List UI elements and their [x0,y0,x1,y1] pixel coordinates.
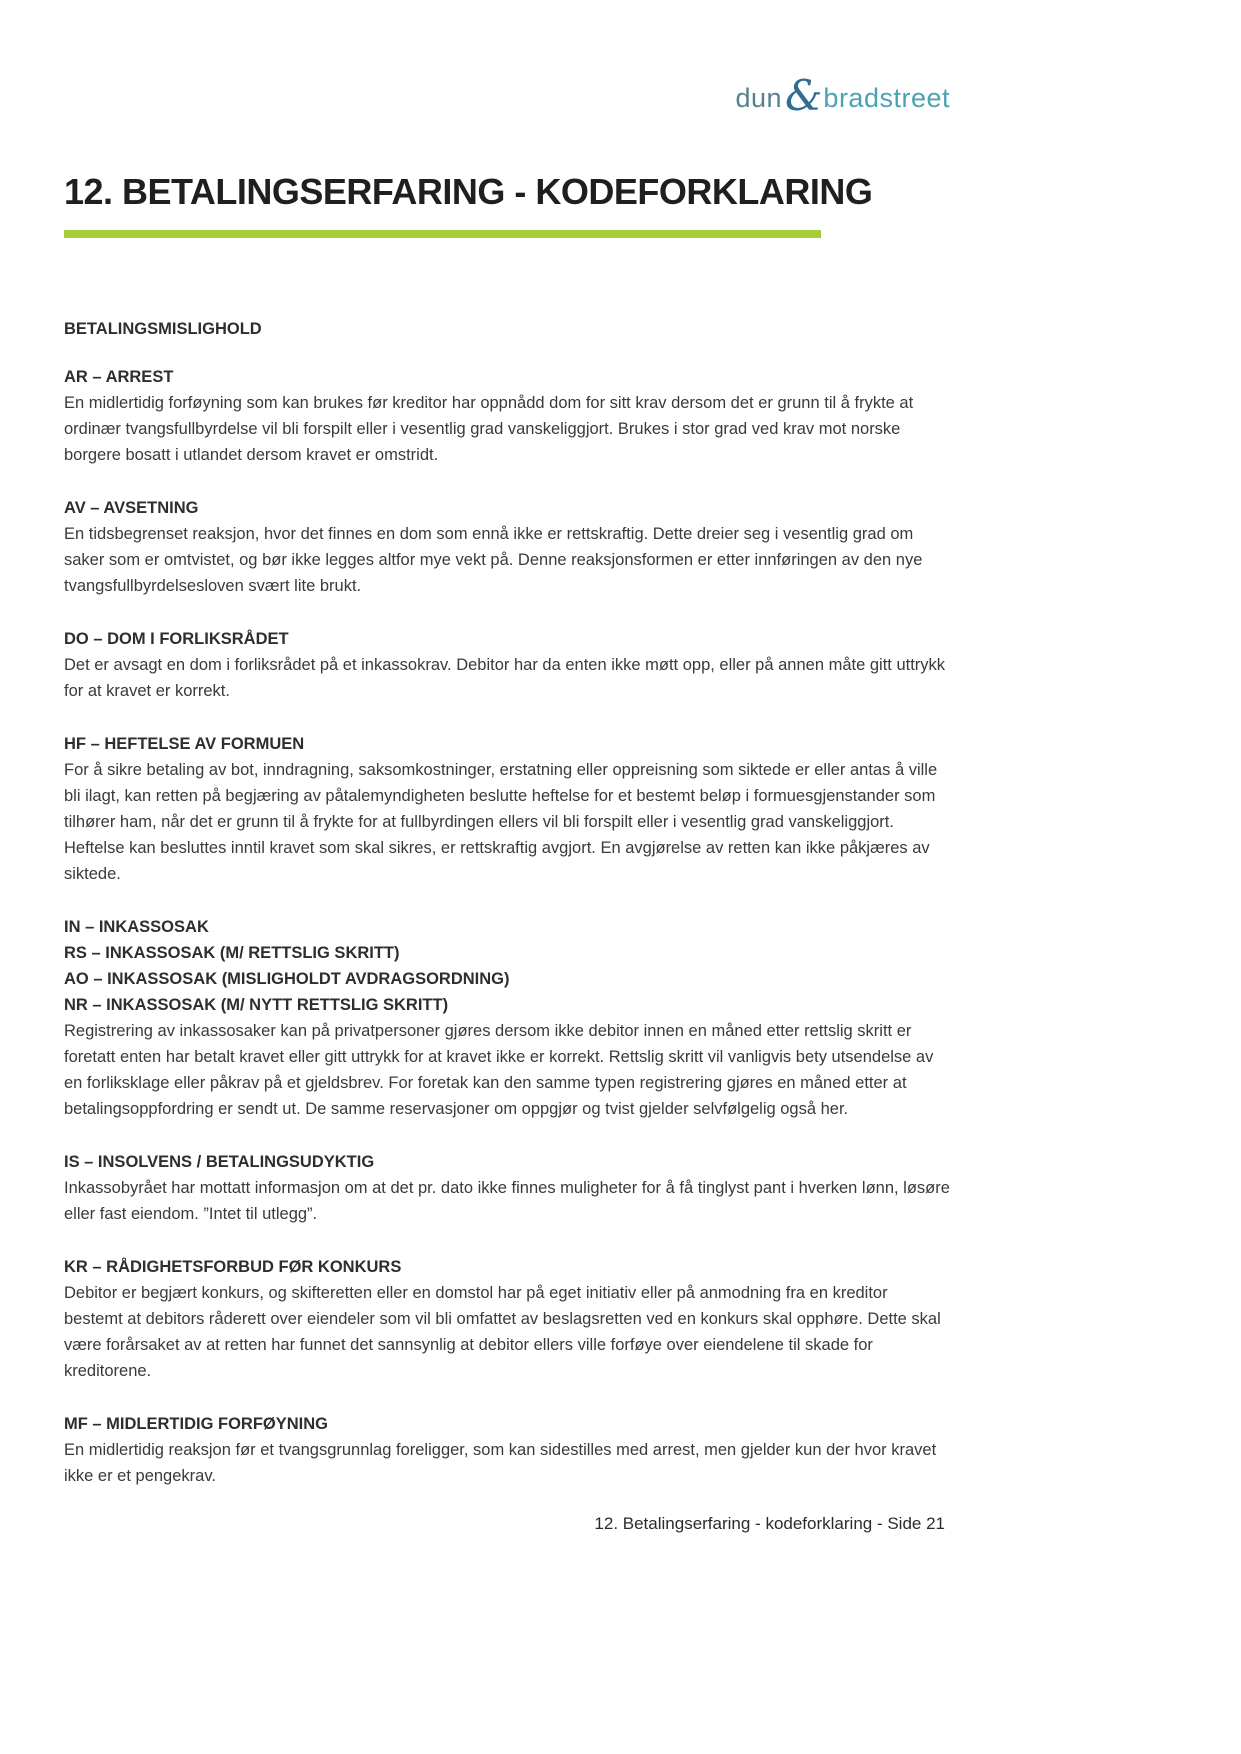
code-heading: DO – DOM I FORLIKSRÅDET [64,630,289,648]
code-entry-in-rs-ao-nr [64,914,950,1122]
code-heading: HF – HEFTELSE AV FORMUEN [64,735,305,753]
logo-ampersand-icon: & [785,71,823,120]
code-entry-hf [64,731,950,887]
code-heading: AV – AVSETNING [64,499,199,517]
code-heading: KR – RÅDIGHETSFORBUD FØR KONKURS [64,1258,402,1276]
code-entry-is [64,1149,950,1227]
code-heading: IN – INKASSOSAK [64,918,209,936]
code-entry-do [64,626,950,704]
code-heading: NR – INKASSOSAK (M/ NYTT RETTSLIG SKRITT) [64,996,449,1014]
section-heading-betalingsmislighold: BETALINGSMISLIGHOLD [64,320,262,338]
logo-text-dun: dun [735,83,783,113]
code-heading: MF – MIDLERTIDIG FORFØYNING [64,1415,328,1433]
header [64,71,950,120]
page-footer: 12. Betalingserfaring - kodeforklaring - Side 21 [594,1514,945,1533]
code-description: En midlertidig forføyning som kan brukes før kreditor har oppnådd dom for sitt krav dersom det er grunn til å frykte at ordinær tvangsfullbyrdelse vil bli forspilt eller i vesentlig grad vanskeliggjort. Brukes i stor grad ved krav mot norske borgere bosatt i utlandet dersom kravet er omstridt. [64,394,914,464]
page-title: 12. BETALINGSERFARING - KODEFORKLARING [64,171,873,212]
code-entry-av [64,495,950,599]
title-accent-bar [64,230,821,238]
code-description: Registrering av inkassosaker kan på privatpersoner gjøres dersom ikke debitor innen en måned etter rettslig skritt er foretatt enten har betalt kravet eller gitt uttrykk for at kravet ikke er korrekt. Rettslig skritt vil vanligvis bety utsendelse av en forliksklage eller påkrav på et gjeldsbrev. For foretak kan den samme typen registrering gjøres en måned etter at betalingsoppfordring er sendt ut. De samme reservasjoner om oppgjør og tvist gjelder selvfølgelig også her. [64,1022,934,1118]
code-entry-mf [64,1411,950,1489]
code-heading: AR – ARREST [64,368,174,386]
code-description: Inkassobyrået har mottatt informasjon om at det pr. dato ikke finnes muligheter for å få tinglyst pant i hverken lønn, løsøre eller fast eiendom. ”Intet til utlegg”. [64,1179,950,1223]
code-description: En tidsbegrenset reaksjon, hvor det finnes en dom som ennå ikke er rettskraftig. Dette dreier seg i vesentlig grad om saker som er omtvistet, og bør ikke legges altfor mye vekt på. Denne reaksjonsformen er etter innføringen av den nye tvangsfullbyrdelsesloven svært lite brukt. [64,525,923,595]
dun-bradstreet-logo [735,71,950,120]
code-description: Det er avsagt en dom i forliksrådet på et inkassokrav. Debitor har da enten ikke møtt opp, eller på annen måte gitt uttrykk for at kravet er korrekt. [64,656,946,700]
code-heading: AO – INKASSOSAK (MISLIGHOLDT AVDRAGSORDNING) [64,970,510,988]
code-heading: IS – INSOLVENS / BETALINGSUDYKTIG [64,1153,375,1171]
code-entry-kr [64,1254,950,1384]
code-heading: RS – INKASSOSAK (M/ RETTSLIG SKRITT) [64,944,400,962]
code-description: Debitor er begjært konkurs, og skifteretten eller en domstol har på eget initiativ eller på anmodning fra en kreditor bestemt at debitors råderett over eiendeler som vil bli omfattet av beslagsretten ved en konkurs skal opphøre. Dette skal være forårsaket av at retten har funnet det sannsynlig at debitor ellers ville forføye over eiendelene til skade for kreditorene. [64,1284,941,1380]
logo-text-bradstreet: bradstreet [823,83,950,113]
code-description: For å sikre betaling av bot, inndragning, saksomkostninger, erstatning eller oppreisning som siktede er eller antas å ville bli ilagt, kan retten på begjæring av påtalemyndigheten beslutte heftelse for et bestemt beløp i formuesgjenstander som tilhører ham, når det er grunn til å frykte for at fullbyrdingen ellers vil bli forspilt eller i vesentlig grad vanskeliggjort. Heftelse kan besluttes inntil kravet som skal sikres, er rettskraftig avgjort. En avgjørelse av retten kan ikke påkjæres av siktede. [64,761,938,883]
code-entry-ar [64,364,950,468]
code-description: En midlertidig reaksjon før et tvangsgrunnlag foreligger, som kan sidestilles med arrest, men gjelder kun der hvor kravet ikke er et pengekrav. [64,1441,937,1485]
